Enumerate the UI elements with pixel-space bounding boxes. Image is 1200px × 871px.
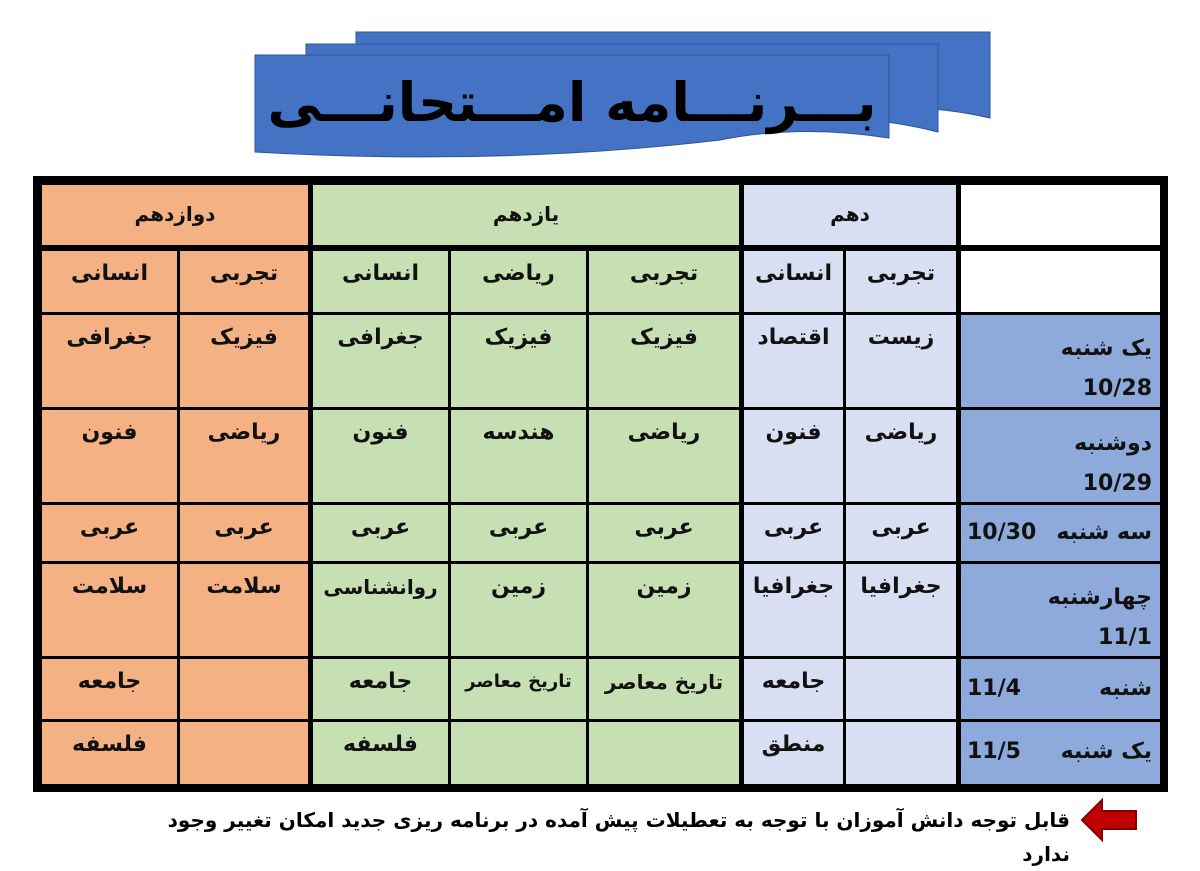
page-title: بـــرنـــامه امـــتحانـــی <box>267 71 877 134</box>
field-g10-tajrobi: تجربی <box>846 251 956 312</box>
field-g10-ensani: انسانی <box>744 251 843 312</box>
exam-cell: روانشناسی <box>313 564 448 656</box>
exam-cell: عربی <box>42 505 177 561</box>
exam-cell: ریاضی <box>589 410 739 502</box>
exam-cell: جغرافی <box>42 315 177 407</box>
exam-cell: سلامت <box>42 564 177 656</box>
exam-cell: زیست <box>846 315 956 407</box>
field-g12-ensani: انسانی <box>42 251 177 312</box>
grade-header-12: دوازدهم <box>42 185 308 245</box>
exam-cell <box>846 722 956 784</box>
exam-cell: ریاضی <box>846 410 956 502</box>
exam-cell: تاریخ معاصر <box>589 659 739 719</box>
field-g11-riazi: ریاضی <box>451 251 586 312</box>
corner-cell-2 <box>961 251 1160 312</box>
footer-note: قابل توجه دانش آموزان با توجه به تعطیلات پیش آمده در برنامه ریزی جدید امکان تغییر وجود ندارد <box>167 808 1070 866</box>
exam-cell: عربی <box>589 505 739 561</box>
day-cell: یک شنبه 11/5 <box>961 722 1160 784</box>
exam-cell <box>180 659 308 719</box>
left-arrow-icon <box>1080 797 1140 843</box>
exam-cell: زمین <box>451 564 586 656</box>
exam-cell: جغرافیا <box>744 564 843 656</box>
exam-cell: زمین <box>589 564 739 656</box>
exam-cell: سلامت <box>180 564 308 656</box>
exam-cell: جغرافیا <box>846 564 956 656</box>
exam-cell: فنون <box>744 410 843 502</box>
exam-cell: عربی <box>744 505 843 561</box>
exam-cell: فلسفه <box>42 722 177 784</box>
exam-cell: جامعه <box>744 659 843 719</box>
exam-cell: جغرافی <box>313 315 448 407</box>
exam-cell: جامعه <box>42 659 177 719</box>
exam-cell <box>589 722 739 784</box>
exam-cell: تاریخ معاصر <box>451 659 586 719</box>
exam-cell: ریاضی <box>180 410 308 502</box>
exam-cell: اقتصاد <box>744 315 843 407</box>
exam-cell <box>180 722 308 784</box>
field-g12-tajrobi: تجربی <box>180 251 308 312</box>
exam-cell: عربی <box>846 505 956 561</box>
exam-cell: جامعه <box>313 659 448 719</box>
exam-cell: فنون <box>42 410 177 502</box>
exam-cell <box>451 722 586 784</box>
day-cell: یک شنبه 10/28 <box>961 315 1160 407</box>
exam-cell: عربی <box>451 505 586 561</box>
day-cell: دوشنبه 10/29 <box>961 410 1160 502</box>
field-g11-ensani: انسانی <box>313 251 448 312</box>
exam-cell: عربی <box>313 505 448 561</box>
exam-cell: عربی <box>180 505 308 561</box>
exam-cell: فلسفه <box>313 722 448 784</box>
exam-cell: فیزیک <box>180 315 308 407</box>
grade-header-11: یازدهم <box>313 185 739 245</box>
day-cell: چهارشنبه 11/1 <box>961 564 1160 656</box>
grade-header-10: دهم <box>744 185 956 245</box>
exam-schedule-table <box>33 176 1168 792</box>
exam-cell: فیزیک <box>451 315 586 407</box>
exam-cell: هندسه <box>451 410 586 502</box>
exam-cell: فنون <box>313 410 448 502</box>
exam-cell: فیزیک <box>589 315 739 407</box>
day-cell: سه شنبه 10/30 <box>961 505 1160 561</box>
corner-cell <box>961 185 1160 245</box>
exam-cell <box>846 659 956 719</box>
exam-cell: منطق <box>744 722 843 784</box>
day-cell: شنبه 11/4 <box>961 659 1160 719</box>
field-g11-tajrobi: تجربی <box>589 251 739 312</box>
